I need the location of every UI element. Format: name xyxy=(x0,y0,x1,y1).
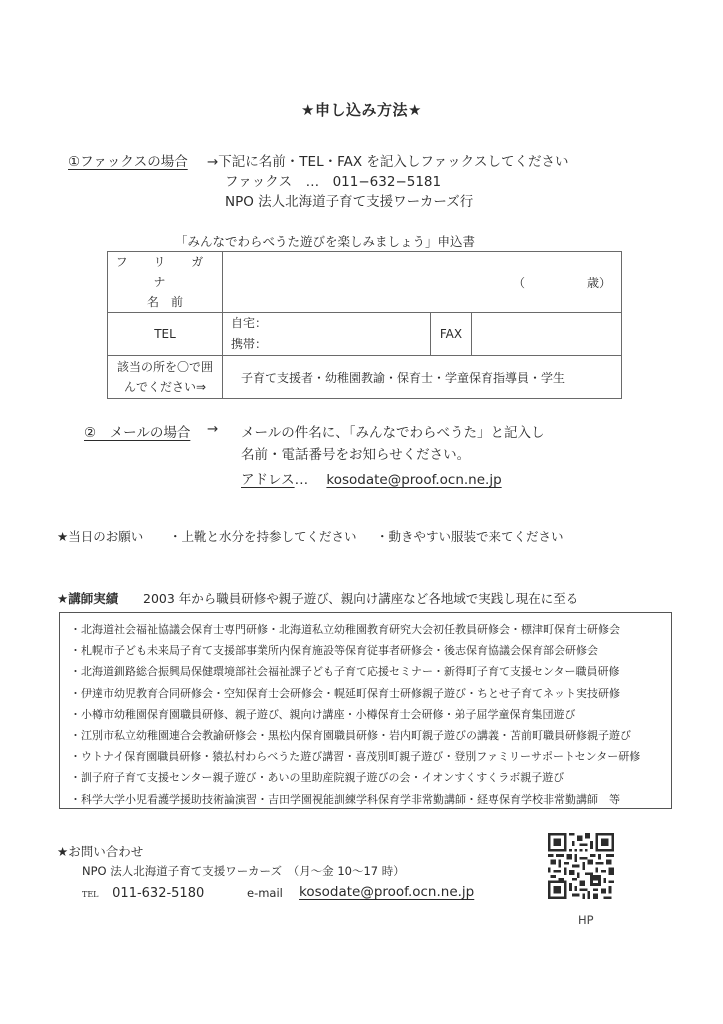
role-row xyxy=(108,356,622,399)
role-options[interactable]: 子育て支援者・幼稚園教諭・保育士・学童保育指導員・学生 xyxy=(223,356,622,399)
experience-item: ・北海道釧路総合振興局保健環境部社会福祉課子ども子育て応援セミナー・新得町子育て支援センター職員研修 xyxy=(70,665,620,679)
experience-item: ・ウトナイ保育園職員研修・猿払村わらべうた遊び講習・喜茂別町親子遊び・登別ファミリーサポートセンター研修 xyxy=(70,750,641,764)
page-heading: ★申し込み方法★ xyxy=(301,101,422,119)
name-label-cell xyxy=(108,252,223,313)
mail-arrow: → xyxy=(207,421,219,437)
mail-address-sep: … xyxy=(294,472,309,488)
contact-email-label: e-mail xyxy=(247,886,283,900)
age-field[interactable]: 歳） xyxy=(586,275,611,290)
tel-label: TEL xyxy=(108,313,223,356)
tel-row xyxy=(108,313,622,356)
fax-instruction: →下記に名前・TEL・FAX を記入しファックスしてください xyxy=(207,154,569,170)
fax-field[interactable] xyxy=(472,313,622,356)
role-instruction-cell xyxy=(108,356,223,399)
qr-caption: HP xyxy=(578,913,594,927)
instructor-label: ★講師実績 xyxy=(57,591,119,606)
fax-label: FAX xyxy=(431,313,472,356)
mail-address-label: アドレス xyxy=(241,472,295,488)
experience-item: ・札幌市子ども未来局子育て支援部事業所内保育施設等保育従事者研修会・後志保育協議会保育部会研修会 xyxy=(70,644,598,658)
instructor-experience-box xyxy=(59,612,672,809)
experience-list xyxy=(60,613,671,810)
application-form xyxy=(107,251,622,399)
contact-org: NPO 法人北海道子育て支援ワーカーズ （月～金 10～17 時） xyxy=(82,864,405,878)
requests-label: ★当日のお願い xyxy=(57,529,144,544)
contact-tel: 011-632-5180 xyxy=(112,886,205,901)
experience-item: ・北海道社会福祉協議会保育士専門研修・北海道私立幼稚園教育研究大会初任教員研修会・標津町保育士研修会 xyxy=(70,623,620,636)
fax-recipient: NPO 法人北海道子育て支援ワーカーズ行 xyxy=(225,194,474,210)
experience-item: ・科学大学小児看護学援助技術論演習・吉田学園視能訓練学科保育学非常勤講師・経専保育学校非常勤講師 等 xyxy=(70,792,620,806)
phone-fields[interactable] xyxy=(223,313,431,356)
experience-item: ・訓子府子育て支援センター親子遊び・あいの里助産院親子遊びの会・イオンすくすくラボ親子遊び xyxy=(70,771,565,785)
contact-tel-row xyxy=(82,886,204,901)
tel-label: TEL xyxy=(82,890,99,899)
name-label: 名 前 xyxy=(146,295,183,309)
form-caption: 「みんなでわらべうた遊びを楽しみましょう」申込書 xyxy=(175,234,476,249)
instructor-summary: 2003 年から職員研修や親子遊び、親向け講座など各地域で実践し現在に至る xyxy=(143,591,579,606)
mail-section-label: ② メールの場合 xyxy=(84,425,191,441)
mail-address-row xyxy=(241,468,502,488)
name-field[interactable] xyxy=(223,252,622,313)
mobile-phone-label: 携帯： xyxy=(231,337,268,351)
experience-item: ・江別市私立幼稚園連合会教諭研修会・黒松内保育園職員研修・岩内町親子遊びの講義・苫前町職員研修親子遊び xyxy=(70,728,631,742)
request-item-clothing: ・動きやすい服装で来てください xyxy=(376,529,564,544)
fax-section-label: ①ファックスの場合 xyxy=(68,154,188,170)
contact-label: ★お問い合わせ xyxy=(57,844,144,859)
age-open: （ xyxy=(512,275,525,290)
role-instruction-line1: 該当の所を〇で囲 xyxy=(116,360,213,374)
mail-instruction-line2: 名前・電話番号をお知らせください。 xyxy=(241,447,471,463)
mail-address-link[interactable]: kosodate@proof.ocn.ne.jp xyxy=(326,472,502,488)
experience-item: ・伊達市幼児教育合同研修会・空知保育士会研修会・幌延町保育士研修親子遊び・ちとせ子育てネット実技研修 xyxy=(70,686,620,700)
home-phone-label: 自宅： xyxy=(231,316,268,330)
fax-number: ファックス … 011−632−5181 xyxy=(225,174,442,190)
furigana-label: フ リ ガ ナ xyxy=(115,255,215,289)
request-item-shoes: ・上靴と水分を持参してください xyxy=(169,529,357,544)
experience-item: ・小樽市幼稚園保育園職員研修、親子遊び、親向け講座・小樽保育士会研修・弟子屈学童保育集団遊び xyxy=(70,707,576,721)
role-instruction-line2: んでください⇒ xyxy=(123,380,207,394)
name-row xyxy=(108,252,622,313)
qr-code[interactable] xyxy=(547,833,615,899)
mail-instruction-line1: メールの件名に、「みんなでわらべうた」と記入し xyxy=(241,425,545,441)
contact-email-link[interactable]: kosodate@proof.ocn.ne.jp xyxy=(299,884,475,900)
